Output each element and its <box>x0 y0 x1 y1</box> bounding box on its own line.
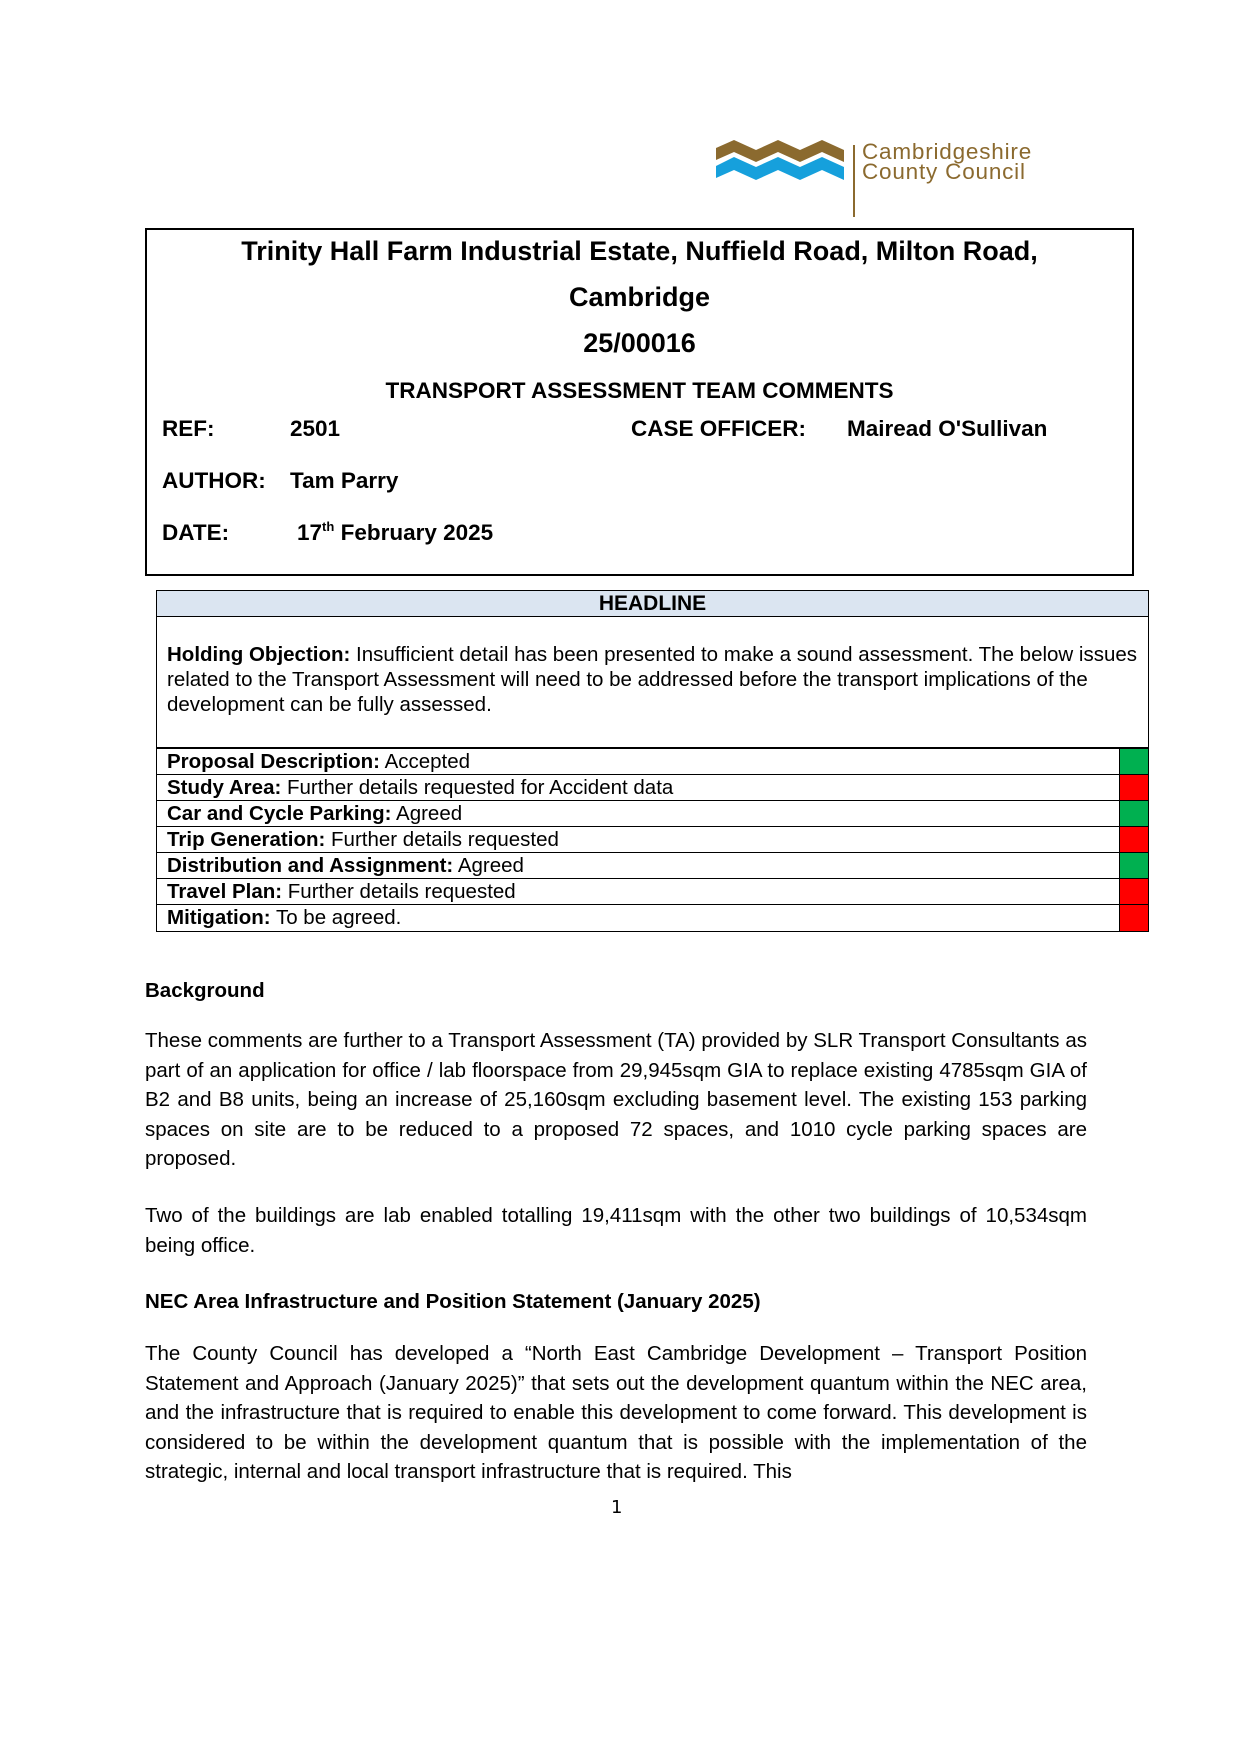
row-value: Further details requested for Accident data <box>281 776 674 799</box>
logo-line-2: County Council <box>862 159 1026 184</box>
row-label: Distribution and Assignment: <box>167 854 454 877</box>
nec-heading: NEC Area Infrastructure and Position Statement (January 2025) <box>145 1290 761 1313</box>
status-indicator-red <box>1119 775 1148 800</box>
date-value <box>297 520 493 546</box>
ref-value: 2501 <box>290 416 341 441</box>
status-indicator-red <box>1119 827 1148 852</box>
site-title-line-1: Trinity Hall Farm Industrial Estate, Nuffield Road, Milton Road, <box>241 236 1038 266</box>
application-number: 25/00016 <box>583 328 696 358</box>
case-officer-value: Mairead O'Sullivan <box>847 416 1048 441</box>
background-paragraph-1: These comments are further to a Transport Assessment (TA) provided by SLR Transport Consultants as part of an application for office / lab floorspace from 29,945sqm GIA to replace existing 4785sqm GIA of B2 and B8 units, being an increase of 25,160sqm excluding basement level. The existing 153 parking spaces on site are to be reduced to a proposed 72 spaces, and 1010 cycle parking spaces are proposed. <box>145 1029 1087 1170</box>
status-indicator-green <box>1119 853 1148 878</box>
row-label: Car and Cycle Parking: <box>167 802 392 825</box>
status-row-travel-plan <box>157 879 1148 905</box>
row-label: Travel Plan: <box>167 880 283 903</box>
status-row-distribution-assignment <box>157 853 1148 879</box>
status-row-car-cycle-parking <box>157 801 1148 827</box>
holding-objection-text: Insufficient detail has been presented to make a sound assessment. The below issues related to the Transport Assessment will need to be addressed before the transport implications of the development can be fully assessed. <box>167 643 1138 716</box>
status-row-trip-generation <box>157 827 1148 853</box>
holding-objection-label: Holding Objection: <box>167 643 351 666</box>
row-value: Further details requested <box>325 828 559 851</box>
status-row-mitigation <box>157 905 1148 931</box>
case-officer-label: CASE OFFICER: <box>631 416 807 441</box>
document-header-box <box>145 228 1134 576</box>
status-row-study-area <box>157 775 1148 801</box>
document-subtitle: TRANSPORT ASSESSMENT TEAM COMMENTS <box>385 378 894 403</box>
row-value: Agreed <box>391 802 463 825</box>
date-suffix: th <box>322 519 335 534</box>
ref-label: REF: <box>162 416 215 441</box>
date-day: 17 <box>297 520 323 545</box>
row-value: Agreed <box>453 854 524 877</box>
headline-heading: HEADLINE <box>157 591 1148 617</box>
author-label: AUTHOR: <box>162 468 266 493</box>
row-value: To be agreed. <box>270 906 402 929</box>
logo-text <box>862 139 1033 184</box>
page-number: 1 <box>611 1497 623 1518</box>
row-label: Mitigation: <box>167 906 271 929</box>
status-indicator-green <box>1119 749 1148 774</box>
status-row-proposal-description <box>157 749 1148 775</box>
logo-divider <box>853 145 855 217</box>
row-value: Further details requested <box>282 880 516 903</box>
date-rest: February 2025 <box>340 520 494 545</box>
background-paragraph-2: Two of the buildings are lab enabled totalling 19,411sqm with the other two buildings of 10,534sqm being office. <box>145 1204 1087 1257</box>
status-rows <box>157 749 1148 931</box>
row-label: Study Area: <box>167 776 282 799</box>
status-indicator-red <box>1119 879 1148 904</box>
date-label: DATE: <box>162 520 230 545</box>
status-indicator-green <box>1119 801 1148 826</box>
nec-paragraph-1: The County Council has developed a “North East Cambridge Development – Transport Position Statement and Approach (January 2025)” that sets out the development quantum within the NEC area, and the infrastructure that is required to enable this development to come forward. This development is considered to be within the development quantum that is possible with the implementation of the strategic, internal and local transport infrastructure that is required. This <box>145 1342 1087 1483</box>
row-value: Accepted <box>380 750 471 773</box>
holding-objection <box>157 617 1148 749</box>
headline-table <box>156 590 1149 932</box>
background-heading: Background <box>145 979 265 1002</box>
author-value: Tam Parry <box>290 468 399 493</box>
logo-line-1: Cambridgeshire <box>862 139 1033 164</box>
row-label: Trip Generation: <box>167 828 326 851</box>
status-indicator-red <box>1119 905 1148 931</box>
site-title-line-2: Cambridge <box>568 282 711 312</box>
wave-logo-icon <box>712 140 847 185</box>
row-label: Proposal Description: <box>167 750 381 773</box>
council-logo <box>712 140 1092 220</box>
